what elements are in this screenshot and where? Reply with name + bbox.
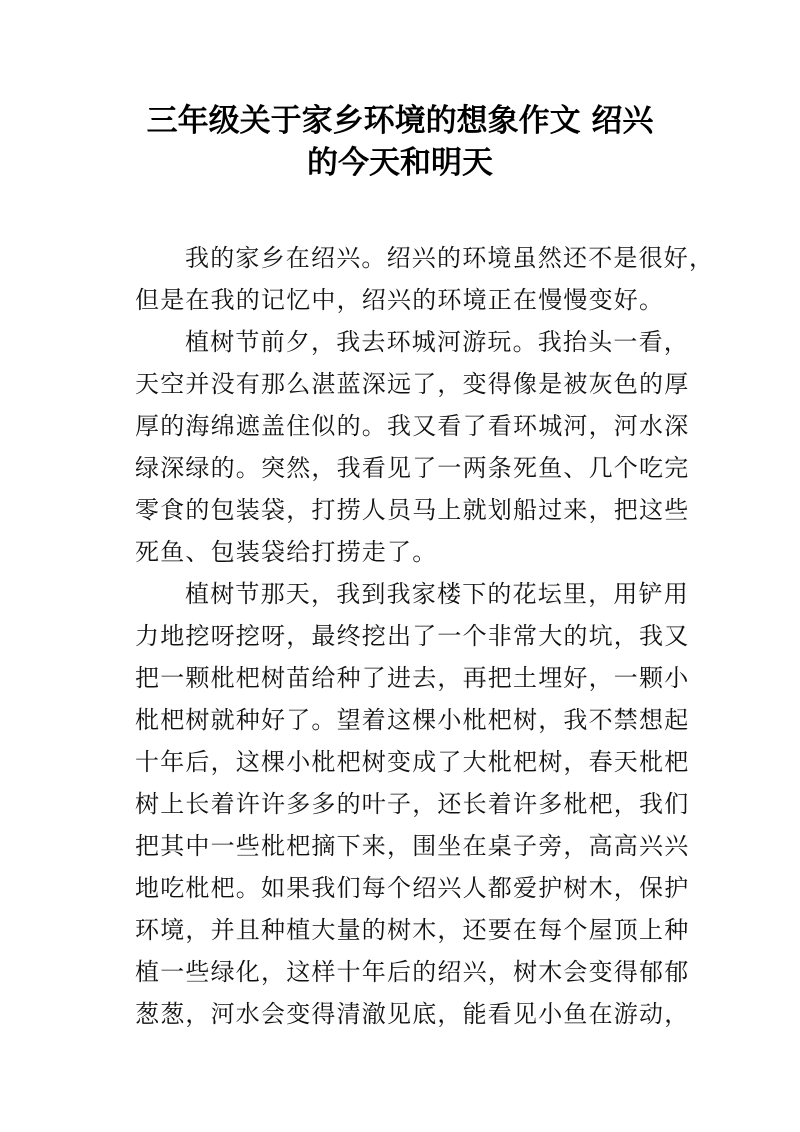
title-line-2: 的今天和明天	[307, 145, 493, 181]
paragraph-line: 但是在我的记忆中，绍兴的环境正在慢慢变好。	[135, 286, 665, 314]
paragraph-line: 我的家乡在绍兴。绍兴的环境虽然还不是很好，	[185, 244, 715, 272]
paragraph-line: 枇杷树就种好了。望着这棵小枇杷树，我不禁想起	[135, 706, 690, 734]
paragraph-line: 零食的包装袋，打捞人员马上就划船过来，把这些	[135, 496, 690, 524]
paragraph	[135, 321, 690, 573]
paragraph-line: 力地挖呀挖呀，最终挖出了一个非常大的坑，我又	[135, 622, 690, 650]
paragraph-line: 植树节前夕，我去环城河游玩。我抬头一看，	[185, 328, 689, 356]
document-title	[0, 100, 800, 184]
paragraph-line: 死鱼、包装袋给打捞走了。	[135, 538, 438, 566]
paragraph-line: 厚的海绵遮盖住似的。我又看了看环城河，河水深	[135, 412, 690, 440]
paragraph-line: 地吃枇杷。如果我们每个绍兴人都爱护树木，保护	[135, 874, 690, 902]
document-body	[135, 237, 715, 1035]
paragraph-line: 植树节那天，我到我家楼下的花坛里，用铲用	[185, 580, 689, 608]
paragraph-line: 把其中一些枇杷摘下来，围坐在桌子旁，高高兴兴	[135, 832, 690, 860]
paragraph-line: 树上长着许许多多的叶子，还长着许多枇杷，我们	[135, 790, 690, 818]
paragraph-line: 植一些绿化，这样十年后的绍兴，树木会变得郁郁	[135, 958, 690, 986]
title-line-1: 三年级关于家乡环境的想象作文 绍兴	[146, 103, 654, 139]
paragraph-line: 把一颗枇杷树苗给种了进去，再把土埋好，一颗小	[135, 664, 690, 692]
paragraph-line: 十年后，这棵小枇杷树变成了大枇杷树，春天枇杷	[135, 748, 690, 776]
paragraph-line: 环境，并且种植大量的树木，还要在每个屋顶上种	[135, 916, 690, 944]
paragraph-line: 天空并没有那么湛蓝深远了，变得像是被灰色的厚	[135, 370, 690, 398]
paragraph	[135, 573, 690, 1035]
paragraph-line: 绿深绿的。突然，我看见了一两条死鱼、几个吃完	[135, 454, 690, 482]
paragraph	[135, 237, 715, 321]
paragraph-line: 葱葱，河水会变得清澈见底，能看见小鱼在游动，	[135, 1000, 690, 1028]
